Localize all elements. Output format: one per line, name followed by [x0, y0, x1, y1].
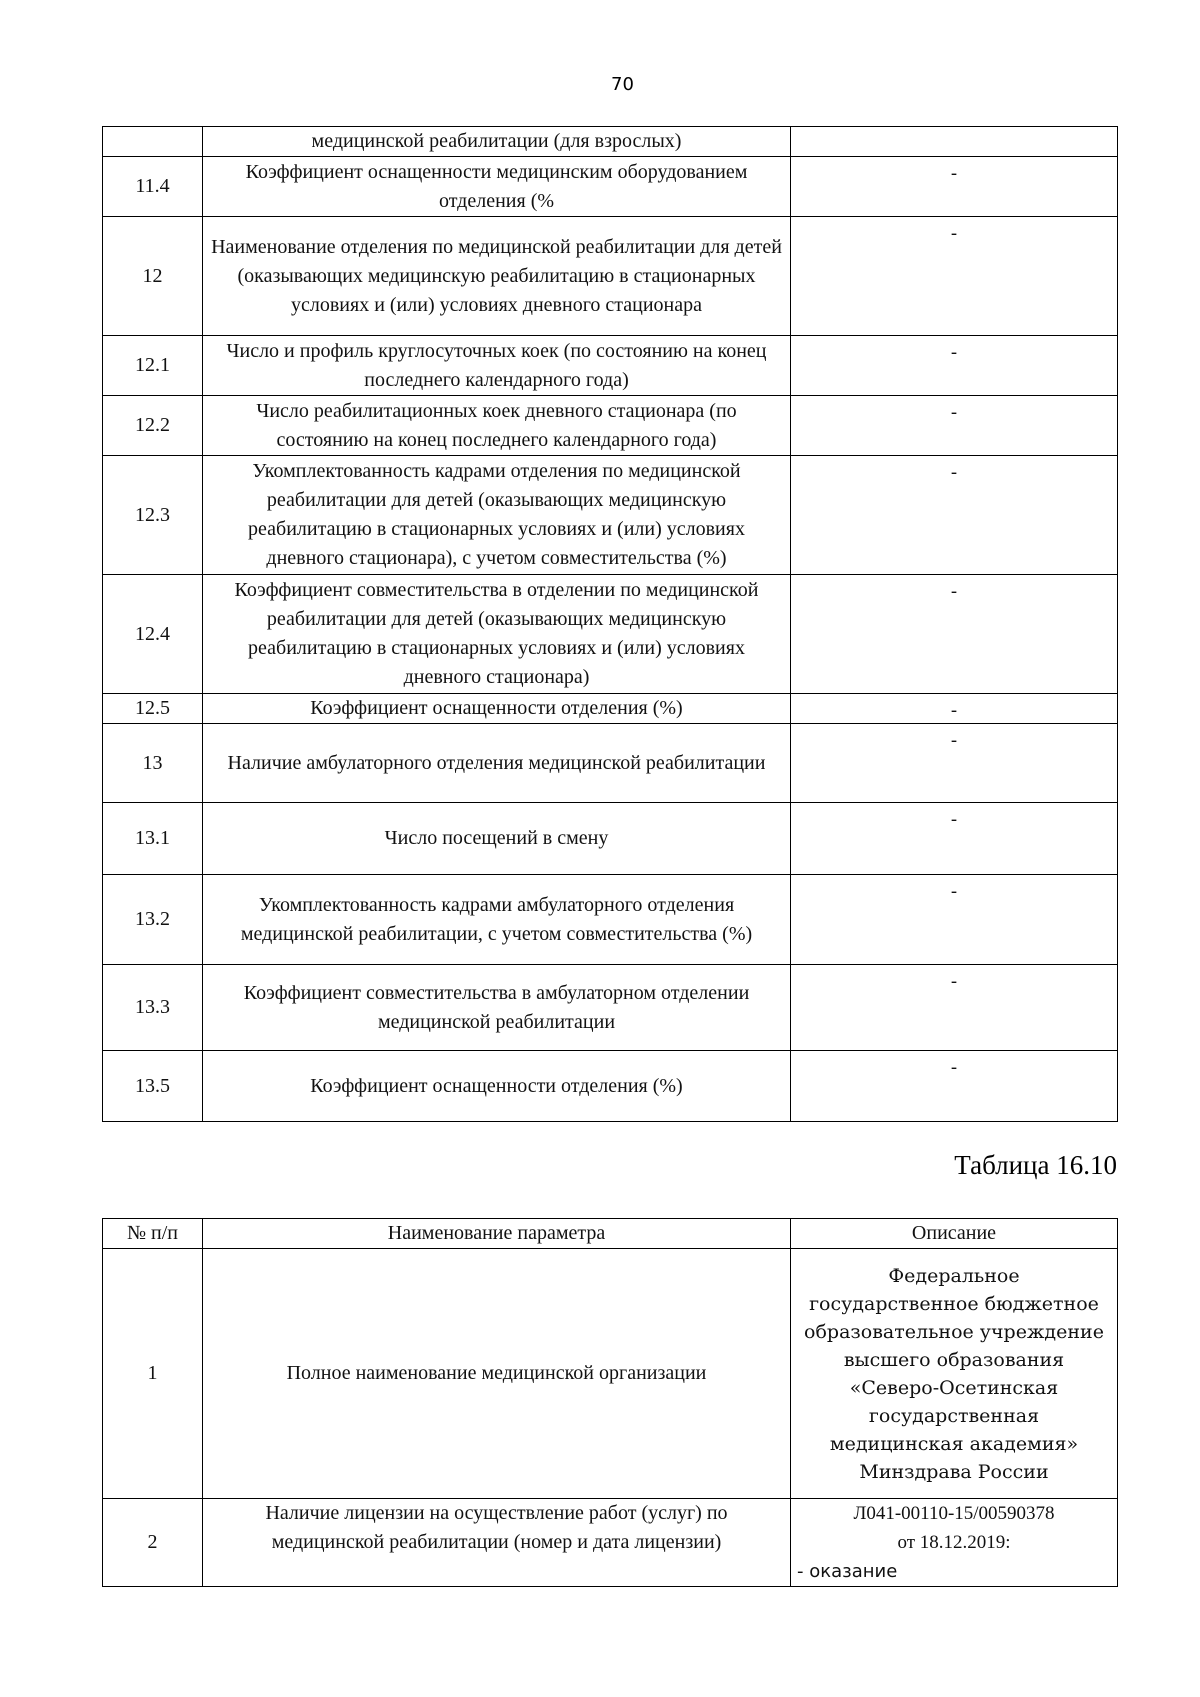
description-line: государственное бюджетное: [809, 1292, 1099, 1315]
table-header-row: [103, 1219, 1118, 1249]
row-parameter: Наличие лицензии на осуществление работ (услуг) по медицинской реабилитации (номер и дата лицензии): [203, 1499, 791, 1587]
table-row: [103, 217, 1118, 336]
description-line: высшего образования: [843, 1348, 1065, 1371]
row-parameter: медицинской реабилитации (для взрослых): [203, 127, 791, 157]
row-description: -: [791, 965, 1118, 1051]
description-line: образовательное учреждение: [804, 1320, 1104, 1343]
row-parameter: Укомплектованность кадрами отделения по медицинской реабилитации для детей (оказывающих медицинскую реабилитацию в стационарных условиях и (или) условиях дневного стационара), с учетом совместительства (%): [203, 456, 791, 575]
row-parameter: Коэффициент оснащенности отделения (%): [203, 694, 791, 724]
row-number: 13.1: [103, 803, 203, 875]
row-description: -: [791, 694, 1118, 724]
description-line: Федеральное: [888, 1264, 1020, 1287]
row-number: 12.1: [103, 336, 203, 396]
row-parameter: Наличие амбулаторного отделения медицинской реабилитации: [203, 724, 791, 803]
row-number: 12.4: [103, 575, 203, 694]
table-caption: Таблица 16.10: [954, 1150, 1117, 1180]
row-number: 12.3: [103, 456, 203, 575]
row-parameter: Число и профиль круглосуточных коек (по состоянию на конец последнего календарного года): [203, 336, 791, 396]
row-description: -: [791, 456, 1118, 575]
row-number: 13.2: [103, 875, 203, 965]
table-row: [103, 575, 1118, 694]
row-description: -: [791, 1051, 1118, 1122]
row-description: -: [791, 575, 1118, 694]
table-row: [103, 1249, 1118, 1499]
table-row: [103, 1499, 1118, 1587]
row-description: -: [791, 336, 1118, 396]
row-parameter: Полное наименование медицинской организации: [203, 1249, 791, 1499]
row-number: 13.3: [103, 965, 203, 1051]
table-row: [103, 1051, 1118, 1122]
row-description: -: [791, 396, 1118, 456]
row-description: -: [791, 875, 1118, 965]
row-number: 2: [103, 1499, 203, 1587]
table-row: [103, 965, 1118, 1051]
table-row: [103, 456, 1118, 575]
organization-table: [102, 1218, 1118, 1587]
row-parameter: Коэффициент совместительства в амбулаторном отделении медицинской реабилитации: [203, 965, 791, 1051]
row-parameter: Наименование отделения по медицинской реабилитации для детей (оказывающих медицинскую реабилитацию в стационарных условиях и (или) условиях дневного стационара: [203, 217, 791, 336]
table-row: [103, 694, 1118, 724]
row-parameter: Число реабилитационных коек дневного стационара (по состоянию на конец последнего календарного года): [203, 396, 791, 456]
row-description: [791, 1249, 1118, 1499]
row-number: 13: [103, 724, 203, 803]
row-parameter: Укомплектованность кадрами амбулаторного отделения медицинской реабилитации, с учетом совместительства (%): [203, 875, 791, 965]
row-number: 12.2: [103, 396, 203, 456]
license-date: от 18.12.2019:: [897, 1532, 1011, 1553]
header-parameter: Наименование параметра: [203, 1219, 791, 1249]
row-number: 11.4: [103, 157, 203, 217]
row-description: [791, 1499, 1118, 1587]
row-parameter: Коэффициент оснащенности отделения (%): [203, 1051, 791, 1122]
row-parameter: Коэффициент оснащенности медицинским оборудованием отделения (%: [203, 157, 791, 217]
row-parameter: Коэффициент совместительства в отделении по медицинской реабилитации для детей (оказывающих медицинскую реабилитацию в стационарных условиях и (или) условиях дневного стационара): [203, 575, 791, 694]
license-number: Л041-00110-15/00590378: [853, 1503, 1055, 1524]
row-number: 12: [103, 217, 203, 336]
description-line: «Северо-Осетинская: [849, 1376, 1059, 1399]
row-description: [791, 127, 1118, 157]
row-number: 13.5: [103, 1051, 203, 1122]
row-description: -: [791, 217, 1118, 336]
description-line: медицинская академия»: [829, 1432, 1079, 1455]
table-row: [103, 336, 1118, 396]
description-line: Минздрава России: [859, 1460, 1049, 1483]
table-row: [103, 127, 1118, 157]
row-parameter: Число посещений в смену: [203, 803, 791, 875]
license-scope: - оказание: [797, 1561, 898, 1582]
header-number: № п/п: [103, 1219, 203, 1249]
row-description: -: [791, 803, 1118, 875]
table-row: [103, 396, 1118, 456]
table-row: [103, 724, 1118, 803]
row-description: -: [791, 724, 1118, 803]
table-row: [103, 157, 1118, 217]
page-number: 70: [611, 74, 634, 95]
table-row: [103, 875, 1118, 965]
description-line: государственная: [868, 1404, 1040, 1427]
table-row: [103, 803, 1118, 875]
row-description: -: [791, 157, 1118, 217]
parameters-table-continued: [102, 126, 1118, 1122]
row-number: 12.5: [103, 694, 203, 724]
header-description: Описание: [791, 1219, 1118, 1249]
row-number: [103, 127, 203, 157]
row-number: 1: [103, 1249, 203, 1499]
